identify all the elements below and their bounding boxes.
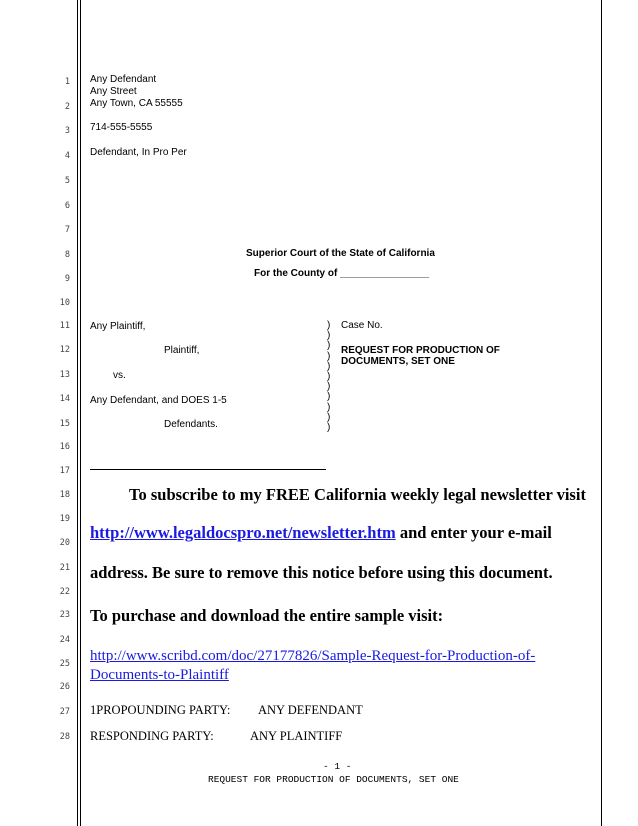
line-number: 17 bbox=[59, 466, 70, 476]
line-number: 13 bbox=[59, 370, 70, 380]
caption-defendant-role: Defendants. bbox=[164, 419, 218, 430]
line-number: 14 bbox=[59, 394, 70, 404]
newsletter-link[interactable]: http://www.legaldocspro.net/newsletter.htm bbox=[90, 523, 396, 542]
document-title-line2: DOCUMENTS, SET ONE bbox=[341, 356, 455, 367]
line-number: 24 bbox=[59, 635, 70, 645]
line-number: 18 bbox=[59, 490, 70, 500]
line-number: 15 bbox=[59, 419, 70, 429]
caption-divider bbox=[90, 469, 326, 470]
footer-page-number: - 1 - bbox=[323, 761, 352, 772]
notice-line2-rest: and enter your e-mail bbox=[395, 523, 552, 542]
line-number: 21 bbox=[59, 563, 70, 573]
responding-party-label: RESPONDING PARTY: bbox=[90, 729, 214, 743]
header-phone: 714-555-5555 bbox=[90, 122, 153, 133]
left-margin-rule-inner bbox=[80, 0, 81, 826]
notice-line2 bbox=[90, 523, 552, 543]
caption-vs: vs. bbox=[113, 370, 126, 381]
line-number: 1 bbox=[64, 77, 70, 87]
header-street: Any Street bbox=[90, 86, 137, 97]
notice-line1: To subscribe to my FREE California weekly legal newsletter visit bbox=[129, 485, 586, 504]
caption-defendant: Any Defendant, and DOES 1-5 bbox=[90, 395, 227, 406]
case-number-label: Case No. bbox=[341, 320, 383, 331]
responding-party-value: ANY PLAINTIFF bbox=[250, 729, 343, 743]
line-number: 16 bbox=[59, 442, 70, 452]
line-number: 22 bbox=[59, 587, 70, 597]
header-name: Any Defendant bbox=[90, 74, 157, 85]
header-city: Any Town, CA 55555 bbox=[90, 98, 183, 109]
court-county: For the County of ________________ bbox=[254, 268, 430, 279]
line-number: 4 bbox=[64, 151, 70, 161]
line-number: 28 bbox=[59, 732, 70, 742]
line-number: 12 bbox=[59, 345, 70, 355]
line-number: 8 bbox=[64, 250, 70, 260]
line-number: 11 bbox=[59, 321, 70, 331]
propounding-party-value: ANY DEFENDANT bbox=[258, 703, 363, 717]
document-title-line1: REQUEST FOR PRODUCTION OF bbox=[341, 345, 500, 356]
line-number: 26 bbox=[59, 682, 70, 692]
scribd-link-part2[interactable]: Documents-to-Plaintiff bbox=[90, 667, 229, 683]
footer-title: REQUEST FOR PRODUCTION OF DOCUMENTS, SET ONE bbox=[208, 774, 459, 785]
court-name: Superior Court of the State of California bbox=[246, 248, 435, 259]
line-number: 9 bbox=[64, 274, 70, 284]
scribd-link-part1[interactable]: http://www.scribd.com/doc/27177826/Sample-Request-for-Production-of- bbox=[90, 648, 536, 664]
line-number: 20 bbox=[59, 538, 70, 548]
notice-line4: To purchase and download the entire sample visit: bbox=[90, 606, 444, 625]
line-number: 3 bbox=[64, 126, 70, 136]
propounding-party-label: 1PROPOUNDING PARTY: bbox=[90, 703, 231, 717]
line-number: 27 bbox=[59, 707, 70, 717]
caption-plaintiff: Any Plaintiff, bbox=[90, 321, 146, 332]
header-role: Defendant, In Pro Per bbox=[90, 147, 187, 158]
notice-line3: address. Be sure to remove this notice before using this document. bbox=[90, 563, 553, 582]
line-number: 2 bbox=[64, 102, 70, 112]
scribd-link-line2[interactable] bbox=[90, 667, 229, 684]
line-number: 19 bbox=[59, 514, 70, 524]
caption-parentheses: ) ) ) ) ) ) ) ) ) ) ) bbox=[327, 320, 331, 434]
line-number: 25 bbox=[59, 659, 70, 669]
caption-plaintiff-role: Plaintiff, bbox=[164, 345, 200, 356]
line-number: 5 bbox=[64, 176, 70, 186]
scribd-link-line1[interactable] bbox=[90, 648, 535, 665]
right-margin-rule bbox=[601, 0, 602, 826]
line-number: 6 bbox=[64, 201, 70, 211]
left-margin-rule-outer bbox=[77, 0, 78, 826]
line-number: 10 bbox=[59, 298, 70, 308]
line-number: 23 bbox=[59, 610, 70, 620]
line-number: 7 bbox=[64, 225, 70, 235]
